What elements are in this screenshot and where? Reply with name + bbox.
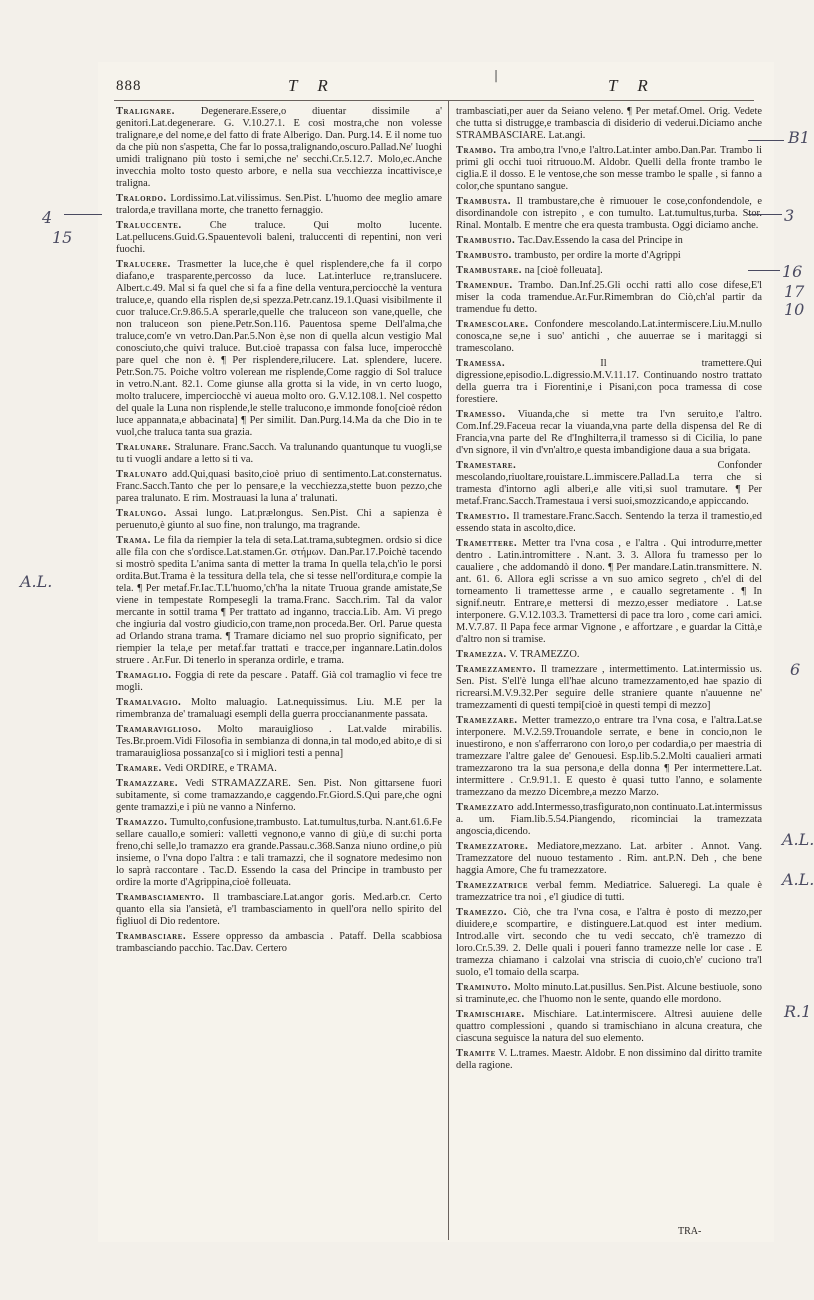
entry-definition: trambasciati,per auer da Seiano veleno. ¶ Per metaf.Omel. Orig. Vedete che tutta si distrugge,e trambascia di disiderio di vederui.Diciamo anche STRAMBASCIARE. Lat.angi. — [456, 106, 762, 141]
dictionary-entry — [456, 664, 762, 712]
entry-definition: Tac.Dav.Essendo la casa del Principe in — [517, 235, 683, 246]
dictionary-entry — [116, 259, 442, 439]
column-divider — [448, 100, 449, 1240]
margin-note-right-8: A.L. — [782, 870, 814, 889]
margin-note-right-4: 17 — [784, 282, 805, 301]
entry-definition: Tumulto,confusione,trambusto. Lat.tumultus,turba. N.ant.61.6.Fe sellare cauallo,e somieri: valletti vegnono,e vanno di giù,e di su:chi porta freno,chi selle,lo tramazzo era grande.Passau.c.368.Sanza niuno ordine,o più insieme, o l'vna dopo l'altra : e tali tramazzi, che il sognatore medesimo non lo saprà raccontare . Tac.D. Essendo la casa del Principe in trambusto per ordire la morte d'Agrippina,cioè folleuata. — [116, 817, 442, 888]
dictionary-entry — [116, 697, 442, 721]
entry-headword: Tramaraviglioso. — [116, 724, 202, 735]
dictionary-entry — [116, 670, 442, 694]
entry-headword: Tramazzare. — [116, 778, 179, 789]
dictionary-entry — [456, 145, 762, 193]
entry-headword: Trambusto. — [456, 250, 512, 261]
margin-note-right-1: B1 — [788, 128, 810, 147]
dictionary-entry — [456, 907, 762, 979]
entry-definition: Vedi STRAMAZZARE. Sen. Pist. Non gittarsene fuori subitamente, sì come tramazzando,e caggendo.Fr.Giord.S.Qui pare,che ogni gente tramazzi,e i più ne vanno a Ninferno. — [116, 778, 442, 813]
entry-headword: Tramezza. — [456, 649, 507, 660]
dictionary-entry — [456, 196, 762, 232]
entry-definition: Degenerare.Essere,o diuentar dissimile a' genitori.Lat.degenerare. G. V.10.27.1. E così mostra,che non volesse tralignare,e del nome,e del fatto di frate Alberigo. Dan. Purg.14. E il nome tuo da che più non s'aspetta, Che far lo possa,tralignando,oscuro.Pallad.Ne' luoghi umidi tralignano più tosto i semi,che ne' secchi.Cr.5.12.7. Molo,ec.Anche invecchia molto tosto questo arbore, e nella sua vecchiezza incattivisce,e traligna. — [116, 106, 442, 189]
page-header — [98, 74, 774, 100]
dictionary-entry — [456, 841, 762, 877]
entry-headword: Trambusta. — [456, 196, 512, 207]
entry-headword: Tramettere. — [456, 538, 518, 549]
entry-headword: Trambo. — [456, 145, 497, 156]
entry-definition: Mischiare. Lat.intermiscere. Altresì auuiene delle quattro complessioni , quando si tramischiano in alcuna creatura, che ciascuna seguisce la natura del suo elemento. — [456, 1009, 762, 1044]
entry-headword: Tralucere. — [116, 259, 171, 270]
dictionary-entry — [116, 931, 442, 955]
entry-headword: Tralungo. — [116, 508, 167, 519]
dictionary-entry — [116, 106, 442, 190]
entry-headword: Tramare. — [116, 763, 162, 774]
margin-pointer-right-3 — [748, 270, 780, 271]
margin-pointer-right-2 — [748, 214, 782, 215]
margin-note-right-2: 3 — [784, 206, 795, 225]
entry-definition: verbal femm. Mediatrice. Salueregi. La quale è tramezzatrice tra noi , e'l giudice di tutti. — [456, 880, 762, 903]
entry-definition: Lordissimo.Lat.vilissimus. Sen.Pist. L'huomo dee meglio amare tralorda,e travillana morte, che tranetto fernaggio. — [116, 193, 442, 216]
entry-headword: Trambustio. — [456, 235, 516, 246]
dictionary-entry — [456, 538, 762, 646]
entry-headword: Trambasciamento. — [116, 892, 205, 903]
entry-headword: Tramesso. — [456, 409, 506, 420]
dictionary-entry — [456, 358, 762, 406]
entry-definition: Confonder mescolando,riuoltare,rouistare.L.immiscere.Pallad.La terra che si tramesta d'intorno agli alberi,e alle viti,si suol tramutare. ¶ Per metaf.Franc.Sacch.Tramestaua i versi suoi,smozzicando,e appiccando. — [456, 460, 762, 507]
entry-headword: Tramezzo. — [456, 907, 508, 918]
dictionary-entry — [456, 250, 762, 262]
entry-headword: Tramezzatore. — [456, 841, 529, 852]
entry-definition: Trambo. Dan.Inf.25.Gli occhi ratti allo cose difese,E'l miser la coda tramendue.Ar.Fur.Rimembran do Ciò,ch'al partir da tramendue fu detto. — [456, 280, 762, 315]
entry-headword: Tramessa. — [456, 358, 506, 369]
dictionary-entry — [116, 763, 442, 775]
margin-note-right-7: A.L. — [782, 830, 814, 849]
entry-definition: V. L.trames. Maestr. Aldobr. E non dissimino dal diritto tramite della ragione. — [456, 1048, 762, 1071]
margin-pointer-right-1 — [748, 140, 784, 141]
entry-definition: Molto marauiglioso . Lat.valde mirabilis. Tes.Br.proem.Vidi Filosofia in sembianza di donna,in tal modo,ed abito,e di si tramarauigliosa possanza[co sì i migliori testi a penna] — [116, 724, 442, 759]
dictionary-entry — [456, 235, 762, 247]
dictionary-entry — [456, 1009, 762, 1045]
entry-definition: Il trambasciare.Lat.angor goris. Med.arb.cr. Certo quanto ella sia l'ansietà, e'l trambasciamento in quell'ora nello spirito del figliuol di Dio redentore. — [116, 892, 442, 927]
entry-definition: Metter tramezzo,o entrare tra l'vna cosa, e l'altra.Lat.se interponere. M.V.2.59.Trouandole serrate, e bene in concio,non le inuestirono, e non s'afferrarono con loro,o per codardia,o per maestria di tramezzare l'altre galee de' Genouesi. Esp.lib.5.2.Molti caualieri armati tramezzarono tra la sua persona,e della donna ¶ Per intermettere.Lat. intermittere . Cr.9.91.1. E questo è quasi tutto l'anno, e solamente tramezzano da mezzo Dicembre,a mezzo Marzo. — [456, 715, 763, 798]
entry-definition: Il tramettere.Qui digressione,episodio.L.digressio.M.V.11.17. Continuando nostro trattato della guerra tra i Fiorentini,e i Pisani,con poca tramessa di cose forestiere. — [456, 358, 762, 405]
catchword: TRA- — [678, 1226, 702, 1237]
dictionary-entry — [456, 106, 762, 142]
dictionary-entry — [456, 319, 762, 355]
entry-definition: Ciò, che tra l'vna cosa, e l'altra è posto di mezzo,per diuidere,e scompartire, e distinguere.Lat.quod est inter medium. Introd.alle virt. secondo che tu vedi seccato, ch'è tramezzo di loro.Cr.5.39. 2. Delle quali i poueri fanno tramezze nelle lor case . E tramezza chiamano i calzolai vna striscia di cuoio,ch'e' cuciono tra'l suolo, e'l tomaio della scarpa. — [456, 907, 762, 978]
dictionary-entry — [116, 817, 442, 889]
entry-headword: Trambasciare. — [116, 931, 187, 942]
dictionary-entry — [116, 469, 442, 505]
top-mark: | — [494, 68, 499, 82]
entry-headword: Tramezzato — [456, 802, 515, 813]
header-rule — [114, 100, 754, 101]
entry-definition: Le fila da riempier la tela di seta.Lat.trama,subtegmen. ordsio si dice alle fila con che s'ordisce.Lat.stamen.Gr. στήμων. Dan.Par.17.Poichè tacendo si mostrò spedita L'anima santa di metter la trama In quella tela,ch'io le porsi ordita.But.Trama è la tessitura della tela, che si tesse nell'orditura,e compie la tela. ¶ Per metaf.Fr.Iac.T.L'huomo,'ch'ha la nitate Truoua grande amistate,Se viene in tempestate Rompesegli la trama.Franc. Sacch.rim. Tal da valor mercante in sottil trama ¶ Per trattato ad inganno, traccia.Lib. Am. Vi prego che ingiuria dal vostro giudicio,con trame,non proceda.Ber. Orl. Parue questa ad Orlando strana trama. ¶ Tramare diciamo nel suo proprio significato, per riempier la tela,e per metaf.far trattati e tracce,per ingannare.Latin.dolos struere . Ar.Fur. Di tenerlo in speranza ordirle, e trama. — [116, 535, 442, 666]
entry-headword: Tramestare. — [456, 460, 517, 471]
entry-headword: Tramalvagio. — [116, 697, 182, 708]
entry-definition: Molto maluagio. Lat.nequissimus. Liu. M.E per la rimembranza de' tramaluagi esempli della guerra procciananmente passata. — [116, 697, 442, 720]
margin-note-right-3: 16 — [782, 262, 803, 281]
entry-headword: Tramestio. — [456, 511, 510, 522]
entry-headword: Tralunato — [116, 469, 168, 480]
entry-definition: Mediatore,mezzano. Lat. arbiter . Annot. Vang. Tramezzatore del nuouo testamento . Rim. ant.P.N. Deh , che bene haggia Amore, Che fu tramezzatore. — [456, 841, 762, 876]
dictionary-entry — [116, 778, 442, 814]
dictionary-entry — [116, 220, 442, 256]
entry-headword: Tramezzare. — [456, 715, 518, 726]
entry-headword: Traluccente. — [116, 220, 182, 231]
entry-definition: Il tramezzare , intermettimento. Lat.intermissio us. Sen. Pist. S'ell'è lunga ell'hae alcuno tramezzamento,ed hae spazio di ricrearsi.M.V.9.32.Per seguire delle straniere quante n'auuenne ne' tramezzamenti di questi tempi[cioè in questi tempi di mezzo] — [456, 664, 762, 711]
dictionary-entry — [116, 724, 442, 760]
entry-headword: Tramezzatrice — [456, 880, 529, 891]
dictionary-entry — [456, 265, 762, 277]
entry-headword: Tramite — [456, 1048, 496, 1059]
entry-definition: Metter tra l'vna cosa , e l'altra . Qui introdurre,metter dentro . Latin.intromittere . N.ant. 3. 3. Allora fu tramesso per lo caualiere , che addomandò il dono. ¶ Per mandare.Latin.transmittere. N. ant. 61. 6. Allora egli scrisse a vn suo amico segreto , ch'el di del torneamento li tramettesse arme , e cauallo segretamente . ¶ In signif.neutr. Entrare,e mettersi di mezzo,esser mediatore . Lat.se interponere. G.V.12.103.3. Tramettersi di pace tra loro , come cari amici. M.V.7.87. Il Papa fece armar Vignone , e affortzare , e guardar la Città,e d'altro non si tramise. — [456, 538, 762, 645]
entry-definition: Molto minuto.Lat.pusillus. Sen.Pist. Alcune bestiuole, sono sì traminute,ec. che l'huomo non le sente, quando elle mordono. — [456, 982, 762, 1005]
entry-definition: Foggia di rete da pescare . Pataff. Già col tramaglio vi fece tre mogli. — [116, 670, 442, 693]
entry-definition: add.Qui,quasi basito,cioè priuo di sentimento.Lat.consternatus. Franc.Sacch.Tanto che per lo pensare,e la vecchiezza,stette buon pezzo,che parea tralunato. E rim. Mostrauasi la luna a' tralunati. — [116, 469, 442, 504]
dictionary-entry — [456, 715, 762, 799]
dictionary-entry — [456, 460, 762, 508]
book-page — [98, 62, 774, 1242]
entry-headword: Tramischiare. — [456, 1009, 525, 1020]
entry-definition: Il tramestare.Franc.Sacch. Sentendo la terza il tramestio,ed essendo stata in ascolto,dice. — [456, 511, 762, 534]
entry-definition: na [cioè folleuata]. — [524, 265, 603, 276]
dictionary-entry — [456, 280, 762, 316]
entry-definition: Assai lungo. Lat.prælongus. Sen.Pist. Chi a sapienza è peruenuto,è giunto al suo fine, non tralungo, ma tragrande. — [116, 508, 442, 531]
entry-definition: Il trambustare,che è rimuouer le cose,confondendole, e disordinandole con istrepito , e con tumulto. Lat.tumultus,turba. Stor. Rinal. Montalb. E mentre che era questa trambusta. Oggi diciamo anche. — [456, 196, 762, 231]
dictionary-entry — [116, 892, 442, 928]
right-column — [456, 106, 762, 1075]
entry-headword: Tramescolare. — [456, 319, 529, 330]
dictionary-entry — [456, 409, 762, 457]
margin-note-right-6: 6 — [790, 660, 801, 679]
dictionary-entry — [456, 1048, 762, 1072]
margin-note-right-9: R.1 — [784, 1002, 812, 1021]
running-head-right: T R — [608, 76, 656, 95]
dictionary-entry — [456, 649, 762, 661]
entry-headword: Traminuto. — [456, 982, 512, 993]
entry-definition: Trasmetter la luce,che è quel risplendere,che fa il corpo diafano,e trasparente,percosso da luce. Lat.interluce re,translucere. Albert.c.49. Mal si fa quel che si fa a fine della ventura,perciocchè la ventura traluce,e, quando ella risplen de,si spezza.Petr.canz.19.1.Quasi visibilmente il cuor traluce.Cr.9.86.5.A sperarle,quelle che traluceon son vane,quelle, che non traluceon son piene.Petr.Son.116. Pauentosa speme Dell'alma,che traluce,com'e vn vetro.Dan.Par.5.Non è,se non di quella alcun vestigio Mal conosciuto,che quivi traluce. But.cioè trapassa con falsa luce, imperocchè pare quel che non è. ¶ Per risplendere,rilucere. Lat. splendere, lucere. Petr.Son.75. Poiche voltro volerean me risplende,Come raggio di Sol traluce in vetro.N.ant. 82.1. Come giunse alla grotta si la vide, in vn certo luogo, molto tralucere, imperciocchè vi aueua molto oro. G.V.12.108.1. Nel cospetto del quale la Luna non risplende,le stelle tralucono,e immonde fono[cioè rédon luce appannata,e abbacinata] ¶ Per similit. Dan.Purg.14.Ma da che Dio in te vuol,che traluca tanta sua grazia. — [116, 259, 442, 438]
dictionary-entry — [456, 802, 762, 838]
entry-headword: Trama. — [116, 535, 151, 546]
running-head-left: T R — [288, 76, 336, 95]
dictionary-entry — [116, 535, 442, 667]
entry-definition: trambusto, per ordire la morte d'Agrippi — [514, 250, 681, 261]
dictionary-entry — [116, 193, 442, 217]
entry-headword: Trambustare. — [456, 265, 522, 276]
entry-definition: Viuanda,che si mette tra l'vn seruito,e l'altro. Com.Inf.29.Faceua recar la viuanda,vna parte della dispensa del Re di Francia,vna parte del Re d'Inghilterra,il tramesso si di Cicilia, lo pane d'vn signore, il vin d'vn'altro,e questa imbandigione daua a sua brigata. — [456, 409, 762, 456]
page-number: 888 — [116, 78, 142, 94]
entry-headword: Tralunare. — [116, 442, 172, 453]
margin-note-left-2: 15 — [52, 228, 73, 247]
entry-definition: add.Intermesso,trasfigurato,non continuato.Lat.intermissus a. um. Fiam.lib.5.54.Piangendo, ricominciai la tramezzata angoscia,dicendo. — [456, 802, 762, 837]
entry-definition: Confondere mescolando.Lat.intermiscere.Liu.M.nullo conosca,ne se,ne i suo' antichi , che auuerrae se i maritaggi si tramescolano. — [456, 319, 762, 354]
entry-definition: V. TRAMEZZO. — [509, 649, 580, 660]
entry-headword: Tramazzo. — [116, 817, 168, 828]
margin-note-left-1: 4 — [42, 208, 53, 227]
dictionary-entry — [456, 982, 762, 1006]
dictionary-entry — [456, 511, 762, 535]
dictionary-entry — [456, 880, 762, 904]
dictionary-entry — [116, 442, 442, 466]
entry-definition: Tra ambo,tra l'vno,e l'altro.Lat.inter ambo.Dan.Par. Trambo li primi gli occhi tuoi ritruouo.M. Aldobr. Quelli della fronte trambo le ciglia.E il dosso. E le ventose,che son messe trambo le spalle , si fanno a color,che spuntano sangue. — [456, 145, 762, 192]
dictionary-entry — [116, 508, 442, 532]
entry-headword: Tralignare. — [116, 106, 175, 117]
entry-headword: Tramezzamento. — [456, 664, 537, 675]
margin-pointer-left-1 — [64, 214, 102, 215]
entry-headword: Tralordo. — [116, 193, 167, 204]
entry-definition: Che traluce. Qui molto lucente. Lat.pellucens.Guid.G.Spauentevoli baleni, traluccenti di repentini, non veri fuochi. — [116, 220, 442, 255]
margin-note-right-5: 10 — [784, 300, 805, 319]
entry-definition: Vedi ORDIRE, e TRAMA. — [164, 763, 277, 774]
entry-headword: Tramendue. — [456, 280, 513, 291]
margin-note-left-3: A.L. — [20, 572, 53, 591]
entry-definition: Essere oppresso da ambascia . Pataff. Della scabbiosa trambasciando pacchio. Tac.Dav. Certero — [116, 931, 442, 954]
left-column — [116, 106, 442, 958]
entry-headword: Tramaglio. — [116, 670, 172, 681]
entry-definition: Stralunare. Franc.Sacch. Va tralunando quantunque tu vuogli,se tu ti vuogli andare a letto si ti va. — [116, 442, 442, 465]
